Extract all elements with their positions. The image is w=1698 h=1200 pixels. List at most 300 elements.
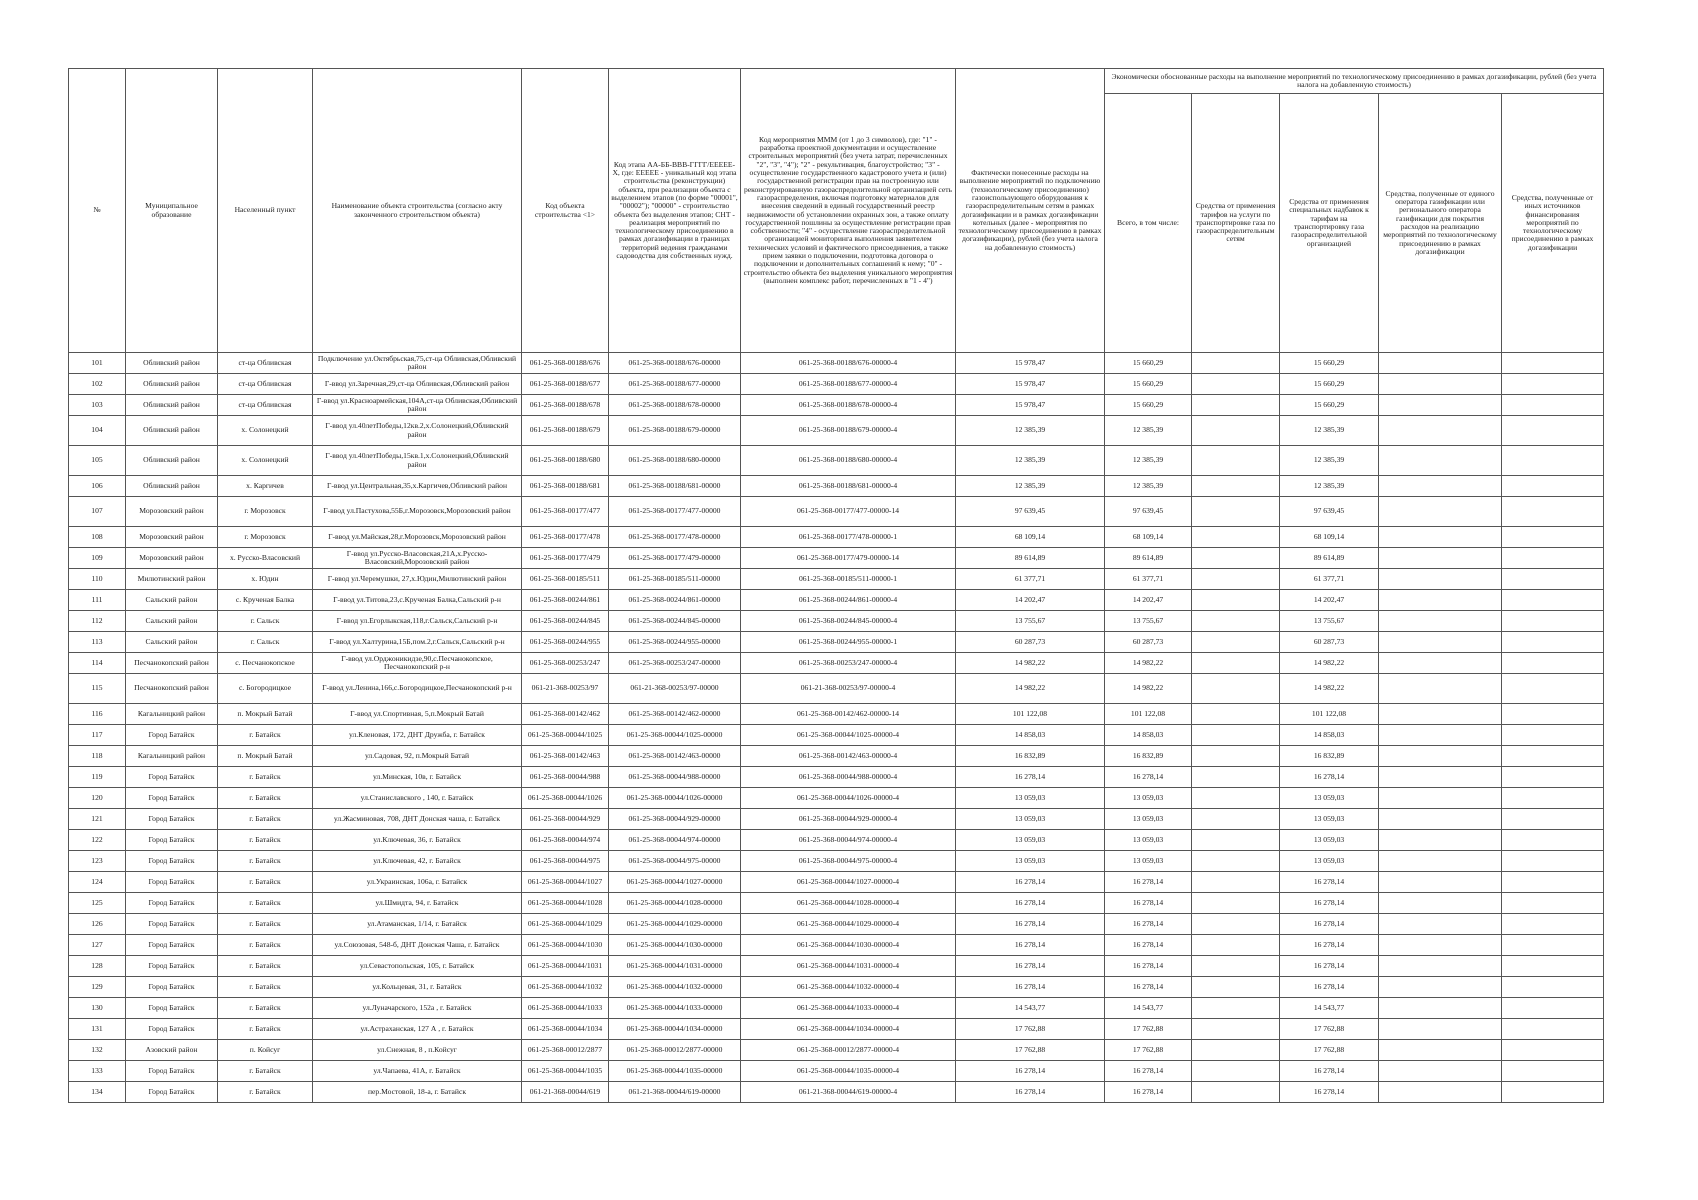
table-row	[69, 653, 1604, 674]
cell-settlement: г. Батайск	[218, 914, 313, 935]
cell-settlement: г. Сальск	[218, 632, 313, 653]
cell-total: 12 385,39	[1105, 476, 1192, 497]
cell-settlement: ст-ца Обливская	[218, 374, 313, 395]
cell-other-sources	[1502, 632, 1604, 653]
cell-actual-costs: 14 982,22	[956, 674, 1105, 704]
cell-total: 17 762,88	[1105, 1040, 1192, 1061]
cell-operator-funds	[1379, 548, 1502, 569]
cell-object-name: ул.Жасминовая, 708, ДНТ Донская чаша, г. Батайск	[313, 809, 522, 830]
cell-operator-funds	[1379, 497, 1502, 527]
cell-total: 16 278,14	[1105, 872, 1192, 893]
table-row	[69, 374, 1604, 395]
cell-event-code: 061-25-368-00044/1032-00000-4	[741, 977, 956, 998]
cell-special-markup: 15 660,29	[1280, 395, 1379, 416]
cell-municipality: Сальский район	[126, 590, 218, 611]
cell-transport-tariff	[1192, 746, 1280, 767]
cell-operator-funds	[1379, 1061, 1502, 1082]
cell-no: 130	[69, 998, 126, 1019]
cell-no: 128	[69, 956, 126, 977]
header-no: №	[69, 69, 126, 353]
cell-special-markup: 68 109,14	[1280, 527, 1379, 548]
cell-operator-funds	[1379, 527, 1502, 548]
cell-operator-funds	[1379, 653, 1502, 674]
cell-stage-code: 061-25-368-00188/676-00000	[609, 353, 741, 374]
cell-stage-code: 061-25-368-00188/681-00000	[609, 476, 741, 497]
cell-operator-funds	[1379, 830, 1502, 851]
cell-total: 12 385,39	[1105, 416, 1192, 446]
cell-operator-funds	[1379, 590, 1502, 611]
cell-total: 13 059,03	[1105, 809, 1192, 830]
cell-object-code: 061-25-368-00142/463	[522, 746, 609, 767]
cell-event-code: 061-25-368-00142/463-00000-4	[741, 746, 956, 767]
cell-object-code: 061-25-368-00177/477	[522, 497, 609, 527]
table-row	[69, 914, 1604, 935]
cell-no: 110	[69, 569, 126, 590]
cell-special-markup: 13 059,03	[1280, 809, 1379, 830]
cell-other-sources	[1502, 548, 1604, 569]
table-row	[69, 1040, 1604, 1061]
cell-operator-funds	[1379, 611, 1502, 632]
cell-total: 61 377,71	[1105, 569, 1192, 590]
cell-no: 134	[69, 1082, 126, 1103]
cell-total: 13 059,03	[1105, 830, 1192, 851]
cell-other-sources	[1502, 767, 1604, 788]
cell-municipality: Город Батайск	[126, 809, 218, 830]
cell-operator-funds	[1379, 374, 1502, 395]
cell-municipality: Песчанокопский район	[126, 674, 218, 704]
cell-operator-funds	[1379, 1019, 1502, 1040]
cell-other-sources	[1502, 497, 1604, 527]
cell-actual-costs: 13 059,03	[956, 788, 1105, 809]
table-row	[69, 590, 1604, 611]
cell-object-name: Г-ввод ул.Черемушки, 27,х.Юдин,Милютинский район	[313, 569, 522, 590]
cell-total: 89 614,89	[1105, 548, 1192, 569]
table-row	[69, 416, 1604, 446]
header-event-code: Код мероприятия МММ (от 1 до 3 символов), где: "1" - разработка проектной документации и осуществление строительных мероприятий (без учета затрат, перечисленных "2", "3", "4"); "2" - рекультивация, благоустройство; "3" - осуществление государственного кадастрового учета и (или) государственной регистрации прав на построенную или реконструированную газораспределительной организацией сеть газораспределения, включая подготовку материалов для внесения сведений в единый государственный реестр недвижимости об установлении охранных зон, а также оплату государственной пошлины за осуществление регистрации прав собственности; "4" - осуществление газораспределительной организацией мониторинга выполнения заявителем технических условий и фактического присоединения, а также прием заявки о подключении, подготовка договора о подключении и дополнительных соглашений к нему; "0" - строительство объекта без выделения уникального мероприятия (выполнен комплекс работ, перечисленных в "1 - 4")	[741, 69, 956, 353]
cell-object-code: 061-25-368-00244/845	[522, 611, 609, 632]
cell-settlement: г. Батайск	[218, 893, 313, 914]
cell-event-code: 061-25-368-00188/677-00000-4	[741, 374, 956, 395]
cell-object-name: Г-ввод ул.40летПобеды,15кв.1,х.Солонецкий,Обливский район	[313, 446, 522, 476]
cell-object-code: 061-25-368-00177/478	[522, 527, 609, 548]
cell-settlement: г. Батайск	[218, 1019, 313, 1040]
cell-stage-code: 061-25-368-00188/680-00000	[609, 446, 741, 476]
cell-transport-tariff	[1192, 767, 1280, 788]
cell-transport-tariff	[1192, 851, 1280, 872]
cell-settlement: г. Морозовск	[218, 527, 313, 548]
cell-special-markup: 16 278,14	[1280, 935, 1379, 956]
cell-object-name: ул.Союзовая, 548-б, ДНТ Донская Чаша, г. Батайск	[313, 935, 522, 956]
cell-special-markup: 101 122,08	[1280, 704, 1379, 725]
cell-event-code: 061-25-368-00177/479-00000-14	[741, 548, 956, 569]
cell-operator-funds	[1379, 746, 1502, 767]
cell-object-name: ул.Садовая, 92, п.Мокрый Батай	[313, 746, 522, 767]
cell-total: 13 059,03	[1105, 851, 1192, 872]
cell-event-code: 061-25-368-00244/845-00000-4	[741, 611, 956, 632]
table-body	[69, 353, 1604, 1103]
cell-no: 105	[69, 446, 126, 476]
cell-stage-code: 061-25-368-00044/929-00000	[609, 809, 741, 830]
cell-stage-code: 061-25-368-00142/463-00000	[609, 746, 741, 767]
cell-transport-tariff	[1192, 830, 1280, 851]
cell-operator-funds	[1379, 632, 1502, 653]
cell-transport-tariff	[1192, 914, 1280, 935]
cell-settlement: ст-ца Обливская	[218, 353, 313, 374]
cell-object-code: 061-25-368-00188/680	[522, 446, 609, 476]
table-row	[69, 1061, 1604, 1082]
cell-municipality: Город Батайск	[126, 788, 218, 809]
cell-special-markup: 89 614,89	[1280, 548, 1379, 569]
cell-municipality: Город Батайск	[126, 893, 218, 914]
cell-actual-costs: 60 287,73	[956, 632, 1105, 653]
cell-object-code: 061-25-368-00188/679	[522, 416, 609, 446]
cell-object-name: Подключение ул.Октябрьская,75,ст-ца Обливская,Обливский район	[313, 353, 522, 374]
cell-actual-costs: 16 278,14	[956, 977, 1105, 998]
cell-operator-funds	[1379, 998, 1502, 1019]
cell-actual-costs: 16 278,14	[956, 872, 1105, 893]
cell-stage-code: 061-25-368-00044/974-00000	[609, 830, 741, 851]
cell-no: 127	[69, 935, 126, 956]
cell-object-code: 061-25-368-00044/1026	[522, 788, 609, 809]
cell-transport-tariff	[1192, 476, 1280, 497]
cell-transport-tariff	[1192, 632, 1280, 653]
table-row	[69, 977, 1604, 998]
cell-other-sources	[1502, 446, 1604, 476]
cell-special-markup: 16 278,14	[1280, 977, 1379, 998]
header-settlement: Населенный пункт	[218, 69, 313, 353]
cell-total: 60 287,73	[1105, 632, 1192, 653]
table-row	[69, 704, 1604, 725]
cell-municipality: Обливский район	[126, 353, 218, 374]
table-row	[69, 809, 1604, 830]
cell-event-code: 061-25-368-00044/975-00000-4	[741, 851, 956, 872]
cell-no: 113	[69, 632, 126, 653]
table-row	[69, 830, 1604, 851]
cell-settlement: г. Батайск	[218, 956, 313, 977]
table-row	[69, 611, 1604, 632]
cell-total: 16 278,14	[1105, 767, 1192, 788]
cell-object-name: Г-ввод ул.Русско-Власовская,21А,х.Русско-Власовский,Морозовский район	[313, 548, 522, 569]
cell-stage-code: 061-25-368-00244/861-00000	[609, 590, 741, 611]
cell-no: 131	[69, 1019, 126, 1040]
cell-no: 108	[69, 527, 126, 548]
cell-municipality: Город Батайск	[126, 1061, 218, 1082]
cell-actual-costs: 16 278,14	[956, 1061, 1105, 1082]
cell-settlement: г. Батайск	[218, 851, 313, 872]
cell-actual-costs: 14 202,47	[956, 590, 1105, 611]
cell-stage-code: 061-25-368-00188/677-00000	[609, 374, 741, 395]
cell-object-name: ул.Украинская, 106а, г. Батайск	[313, 872, 522, 893]
cell-object-code: 061-21-368-00253/97	[522, 674, 609, 704]
cell-special-markup: 16 278,14	[1280, 914, 1379, 935]
cell-municipality: Обливский район	[126, 476, 218, 497]
cell-transport-tariff	[1192, 446, 1280, 476]
cell-municipality: Город Батайск	[126, 998, 218, 1019]
cell-stage-code: 061-25-368-00244/955-00000	[609, 632, 741, 653]
cell-event-code: 061-25-368-00188/676-00000-4	[741, 353, 956, 374]
cell-transport-tariff	[1192, 998, 1280, 1019]
cell-municipality: Сальский район	[126, 611, 218, 632]
cell-stage-code: 061-25-368-00142/462-00000	[609, 704, 741, 725]
cell-transport-tariff	[1192, 569, 1280, 590]
cell-no: 119	[69, 767, 126, 788]
cell-object-code: 061-25-368-00044/1028	[522, 893, 609, 914]
cell-transport-tariff	[1192, 674, 1280, 704]
cell-no: 102	[69, 374, 126, 395]
cell-object-name: Г-ввод ул.Титова,23,с.Крученая Балка,Сальский р-н	[313, 590, 522, 611]
cell-actual-costs: 17 762,88	[956, 1019, 1105, 1040]
cell-stage-code: 061-25-368-00253/247-00000	[609, 653, 741, 674]
cell-special-markup: 16 278,14	[1280, 893, 1379, 914]
cell-stage-code: 061-25-368-00044/1034-00000	[609, 1019, 741, 1040]
cell-special-markup: 14 543,77	[1280, 998, 1379, 1019]
cell-object-code: 061-25-368-00244/861	[522, 590, 609, 611]
table-row	[69, 476, 1604, 497]
cell-special-markup: 15 660,29	[1280, 374, 1379, 395]
cell-transport-tariff	[1192, 788, 1280, 809]
cell-event-code: 061-25-368-00044/1028-00000-4	[741, 893, 956, 914]
cell-no: 133	[69, 1061, 126, 1082]
header-object-code: Код объекта строительства <1>	[522, 69, 609, 353]
cell-special-markup: 16 278,14	[1280, 872, 1379, 893]
cell-settlement: г. Батайск	[218, 1061, 313, 1082]
cell-no: 112	[69, 611, 126, 632]
cell-special-markup: 60 287,73	[1280, 632, 1379, 653]
cell-municipality: Милютинский район	[126, 569, 218, 590]
cell-object-code: 061-25-368-00044/1035	[522, 1061, 609, 1082]
cell-no: 126	[69, 914, 126, 935]
cell-transport-tariff	[1192, 353, 1280, 374]
cell-other-sources	[1502, 476, 1604, 497]
cell-municipality: Обливский район	[126, 395, 218, 416]
cell-event-code: 061-25-368-00044/1030-00000-4	[741, 935, 956, 956]
cell-operator-funds	[1379, 395, 1502, 416]
cell-event-code: 061-25-368-00044/988-00000-4	[741, 767, 956, 788]
cell-actual-costs: 12 385,39	[956, 416, 1105, 446]
cell-operator-funds	[1379, 851, 1502, 872]
cell-no: 132	[69, 1040, 126, 1061]
cell-stage-code: 061-25-368-00044/988-00000	[609, 767, 741, 788]
cell-object-code: 061-25-368-00044/974	[522, 830, 609, 851]
cell-other-sources	[1502, 998, 1604, 1019]
cell-object-code: 061-25-368-00044/988	[522, 767, 609, 788]
cell-other-sources	[1502, 569, 1604, 590]
cell-actual-costs: 13 059,03	[956, 851, 1105, 872]
cell-actual-costs: 89 614,89	[956, 548, 1105, 569]
table-row	[69, 746, 1604, 767]
cell-event-code: 061-25-368-00244/955-00000-1	[741, 632, 956, 653]
cell-event-code: 061-25-368-00188/678-00000-4	[741, 395, 956, 416]
cell-settlement: х. Каргичев	[218, 476, 313, 497]
table-row	[69, 956, 1604, 977]
cell-actual-costs: 14 982,22	[956, 653, 1105, 674]
cell-other-sources	[1502, 1040, 1604, 1061]
cell-settlement: п. Койсуг	[218, 1040, 313, 1061]
cell-operator-funds	[1379, 704, 1502, 725]
cell-total: 15 660,29	[1105, 374, 1192, 395]
cell-transport-tariff	[1192, 704, 1280, 725]
cell-no: 107	[69, 497, 126, 527]
cell-object-code: 061-25-368-00044/1030	[522, 935, 609, 956]
header-operator-funds: Средства, полученные от единого оператора газификации или регионального оператора газификации для покрытия расходов на реализацию мероприятий по технологическому присоединению в рамках догазификации	[1379, 94, 1502, 353]
cell-actual-costs: 16 278,14	[956, 1082, 1105, 1103]
cell-object-code: 061-25-368-00012/2877	[522, 1040, 609, 1061]
cell-object-name: ул.Снежная, 8 , п.Койсуг	[313, 1040, 522, 1061]
cell-object-name: Г-ввод ул.Красноармейская,104А,ст-ца Обливская,Обливский район	[313, 395, 522, 416]
cell-total: 97 639,45	[1105, 497, 1192, 527]
cell-object-code: 061-25-368-00177/479	[522, 548, 609, 569]
cell-special-markup: 16 278,14	[1280, 1061, 1379, 1082]
header-special-markup: Средства от применения специальных надбавок к тарифам на транспортировку газа газораспределительной организацией	[1280, 94, 1379, 353]
cell-other-sources	[1502, 416, 1604, 446]
cell-municipality: Кагальницкий район	[126, 704, 218, 725]
cell-stage-code: 061-25-368-00044/1027-00000	[609, 872, 741, 893]
cell-total: 16 832,89	[1105, 746, 1192, 767]
cell-settlement: г. Батайск	[218, 767, 313, 788]
cell-actual-costs: 15 978,47	[956, 395, 1105, 416]
cell-stage-code: 061-25-368-00044/1031-00000	[609, 956, 741, 977]
cell-object-name: пер.Мостовой, 18-а, г. Батайск	[313, 1082, 522, 1103]
cell-actual-costs: 12 385,39	[956, 446, 1105, 476]
cell-settlement: г. Батайск	[218, 725, 313, 746]
cell-total: 15 660,29	[1105, 353, 1192, 374]
table-row	[69, 1019, 1604, 1040]
table-row	[69, 353, 1604, 374]
cell-event-code: 061-25-368-00044/929-00000-4	[741, 809, 956, 830]
cell-total: 14 202,47	[1105, 590, 1192, 611]
cell-actual-costs: 68 109,14	[956, 527, 1105, 548]
cell-no: 106	[69, 476, 126, 497]
cell-settlement: п. Мокрый Батай	[218, 704, 313, 725]
header-econ-group: Экономически обоснованные расходы на выполнение мероприятий по технологическому присоединению в рамках догазификации, рублей (без учета налога на добавленную стоимость)	[1105, 69, 1604, 94]
cell-transport-tariff	[1192, 1082, 1280, 1103]
cell-event-code: 061-25-368-00188/680-00000-4	[741, 446, 956, 476]
cell-other-sources	[1502, 1082, 1604, 1103]
cell-event-code: 061-25-368-00044/1026-00000-4	[741, 788, 956, 809]
cell-municipality: Город Батайск	[126, 977, 218, 998]
cell-transport-tariff	[1192, 725, 1280, 746]
header-stage-code: Код этапа АА-ББ-ВВВ-ГГГГ/ЕЕЕЕЕ-Х, где: ЕЕЕЕЕ - уникальный код этапа строительства (реконструкции) объекта, при реализации объекта с выделением этапов (по форме "00001", "00002"); "00000" - строительство объекта без выделения этапов; СНТ - реализация мероприятий по технологическому присоединению в рамках догазификации в границах территорий ведения гражданами садоводства для собственных нужд.	[609, 69, 741, 353]
cell-stage-code: 061-21-368-00253/97-00000	[609, 674, 741, 704]
cell-operator-funds	[1379, 914, 1502, 935]
cell-stage-code: 061-21-368-00044/619-00000	[609, 1082, 741, 1103]
cell-object-code: 061-25-368-00188/681	[522, 476, 609, 497]
cell-other-sources	[1502, 653, 1604, 674]
cell-event-code: 061-25-368-00044/1033-00000-4	[741, 998, 956, 1019]
cell-total: 17 762,88	[1105, 1019, 1192, 1040]
header-total: Всего, в том числе:	[1105, 94, 1192, 353]
cell-municipality: Обливский район	[126, 416, 218, 446]
cell-total: 14 982,22	[1105, 674, 1192, 704]
cell-actual-costs: 17 762,88	[956, 1040, 1105, 1061]
cell-object-name: Г-ввод ул.Майская,28,г.Морозовск,Морозовский район	[313, 527, 522, 548]
cell-municipality: Город Батайск	[126, 956, 218, 977]
cell-special-markup: 17 762,88	[1280, 1040, 1379, 1061]
cell-event-code: 061-25-368-00185/511-00000-1	[741, 569, 956, 590]
cell-other-sources	[1502, 674, 1604, 704]
cell-municipality: Кагальницкий район	[126, 746, 218, 767]
cell-special-markup: 97 639,45	[1280, 497, 1379, 527]
cell-object-code: 061-25-368-00044/1027	[522, 872, 609, 893]
cell-operator-funds	[1379, 788, 1502, 809]
cell-transport-tariff	[1192, 956, 1280, 977]
table-row	[69, 395, 1604, 416]
cell-object-code: 061-25-368-00044/1032	[522, 977, 609, 998]
cell-settlement: х. Юдин	[218, 569, 313, 590]
cell-object-name: Г-ввод ул.Спортивная, 5,п.Мокрый Батай	[313, 704, 522, 725]
table-row	[69, 998, 1604, 1019]
table-row	[69, 548, 1604, 569]
cell-transport-tariff	[1192, 653, 1280, 674]
cell-settlement: г. Батайск	[218, 830, 313, 851]
cell-stage-code: 061-25-368-00044/1026-00000	[609, 788, 741, 809]
cell-total: 16 278,14	[1105, 977, 1192, 998]
cell-event-code: 061-25-368-00012/2877-00000-4	[741, 1040, 956, 1061]
table-row	[69, 893, 1604, 914]
cell-object-name: ул.Астраханская, 127 А , г. Батайск	[313, 1019, 522, 1040]
cell-event-code: 061-25-368-00044/1031-00000-4	[741, 956, 956, 977]
cell-settlement: г. Батайск	[218, 977, 313, 998]
table-row	[69, 767, 1604, 788]
header-actual-costs: Фактически понесенные расходы на выполнение мероприятий по подключению (технологическому присоединению) газоиспользующего оборудования к газораспределительным сетям в рамках догазификации и в рамках догазификации котельных (далее - мероприятия по технологическому присоединению в рамках догазификации), рублей (без учета налога на добавленную стоимость)	[956, 69, 1105, 353]
cell-object-name: ул.Атаманская, 1/14, г. Батайск	[313, 914, 522, 935]
table-row	[69, 788, 1604, 809]
cell-object-code: 061-25-368-00044/1025	[522, 725, 609, 746]
header-transport-tariff: Средства от применения тарифов на услуги по транспортировке газа по газораспределительным сетям	[1192, 94, 1280, 353]
cell-municipality: Город Батайск	[126, 1019, 218, 1040]
cell-other-sources	[1502, 788, 1604, 809]
header-other-sources: Средства, полученные от иных источников финансирования мероприятий по технологическому присоединению в рамках догазификации	[1502, 94, 1604, 353]
cell-transport-tariff	[1192, 809, 1280, 830]
cell-settlement: х. Солонецкий	[218, 416, 313, 446]
cell-transport-tariff	[1192, 1040, 1280, 1061]
cell-other-sources	[1502, 893, 1604, 914]
cell-special-markup: 14 982,22	[1280, 653, 1379, 674]
cell-settlement: г. Батайск	[218, 998, 313, 1019]
cell-no: 103	[69, 395, 126, 416]
cell-event-code: 061-21-368-00044/619-00000-4	[741, 1082, 956, 1103]
cell-total: 68 109,14	[1105, 527, 1192, 548]
cell-operator-funds	[1379, 1040, 1502, 1061]
cell-event-code: 061-25-368-00142/462-00000-14	[741, 704, 956, 725]
cell-object-code: 061-25-368-00185/511	[522, 569, 609, 590]
cell-settlement: г. Батайск	[218, 788, 313, 809]
table-row	[69, 569, 1604, 590]
cell-transport-tariff	[1192, 416, 1280, 446]
cell-object-code: 061-25-368-00044/1034	[522, 1019, 609, 1040]
cell-no: 122	[69, 830, 126, 851]
cell-municipality: Город Батайск	[126, 830, 218, 851]
cell-actual-costs: 16 278,14	[956, 956, 1105, 977]
cell-other-sources	[1502, 809, 1604, 830]
cell-operator-funds	[1379, 956, 1502, 977]
cell-event-code: 061-25-368-00177/477-00000-14	[741, 497, 956, 527]
cell-transport-tariff	[1192, 893, 1280, 914]
cell-settlement: х. Солонецкий	[218, 446, 313, 476]
cell-object-code: 061-25-368-00044/1031	[522, 956, 609, 977]
cell-special-markup: 16 278,14	[1280, 1082, 1379, 1103]
cell-object-name: ул.Ключевая, 42, г. Батайск	[313, 851, 522, 872]
cell-operator-funds	[1379, 674, 1502, 704]
cell-settlement: г. Батайск	[218, 935, 313, 956]
cell-total: 15 660,29	[1105, 395, 1192, 416]
cell-special-markup: 12 385,39	[1280, 476, 1379, 497]
cell-total: 14 858,03	[1105, 725, 1192, 746]
table-row	[69, 446, 1604, 476]
cell-other-sources	[1502, 611, 1604, 632]
cell-transport-tariff	[1192, 935, 1280, 956]
cell-special-markup: 12 385,39	[1280, 446, 1379, 476]
